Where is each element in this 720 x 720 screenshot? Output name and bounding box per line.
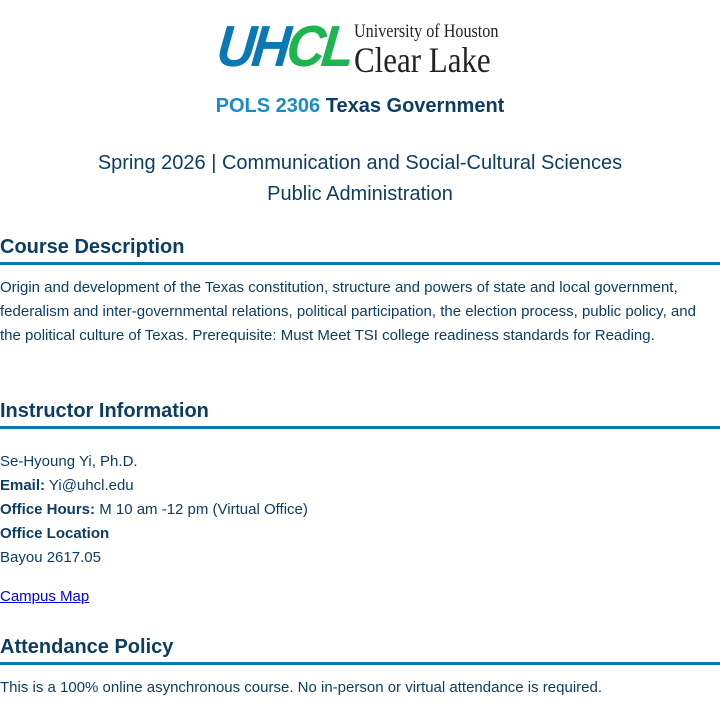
course-name: Texas Government (325, 95, 505, 117)
course-title (0, 93, 720, 119)
uhcl-logo-mark (213, 14, 355, 79)
instructor-office-hours (0, 498, 720, 522)
logo-mark-uh: UH (213, 14, 291, 79)
email-label: Email: (0, 477, 46, 494)
logo-mark-cl: CL (283, 14, 355, 79)
course-description-heading: Course Description (0, 234, 720, 265)
campus-map-paragraph (0, 585, 720, 609)
office-location-label-text: Office Location (0, 525, 110, 542)
attendance-policy-text: This is a 100% online asynchronous course. No in-person or virtual attendance is required. (0, 679, 602, 696)
course-code: POLS 2306 (215, 95, 321, 117)
attendance-policy-heading: Attendance Policy (0, 634, 720, 665)
course-subtitle (0, 148, 720, 210)
campus-map-link[interactable]: Campus Map (0, 588, 90, 605)
department-line: Public Administration (267, 183, 453, 205)
uhcl-logo (213, 14, 502, 80)
email-value: Yi@uhcl.edu (48, 477, 134, 494)
instructor-details (0, 450, 720, 570)
logo-wordmark (354, 21, 524, 80)
logo-text-university: University of Houston (354, 21, 499, 42)
office-hours-label: Office Hours: (0, 501, 96, 518)
instructor-information-heading: Instructor Information (0, 398, 720, 429)
office-location-value: Bayou 2617.05 (0, 549, 101, 566)
office-hours-value: M 10 am -12 pm (Virtual Office) (99, 501, 308, 518)
instructor-email (0, 474, 720, 498)
course-description-text: Origin and development of the Texas constitution, structure and powers of state and local government, federalism and inter-governmental relations, political participation, the election process, public policy, and the political culture of Texas. Prerequisite: Must Meet TSI college readiness standards for Reading. (0, 279, 696, 344)
logo-text-campus: Clear Lake (354, 40, 491, 80)
term-line: Spring 2026 | Communication and Social-Cultural Sciences (97, 152, 623, 174)
office-location-label (0, 522, 720, 546)
instructor-name: Se-Hyoung Yi, Ph.D. (0, 453, 138, 470)
